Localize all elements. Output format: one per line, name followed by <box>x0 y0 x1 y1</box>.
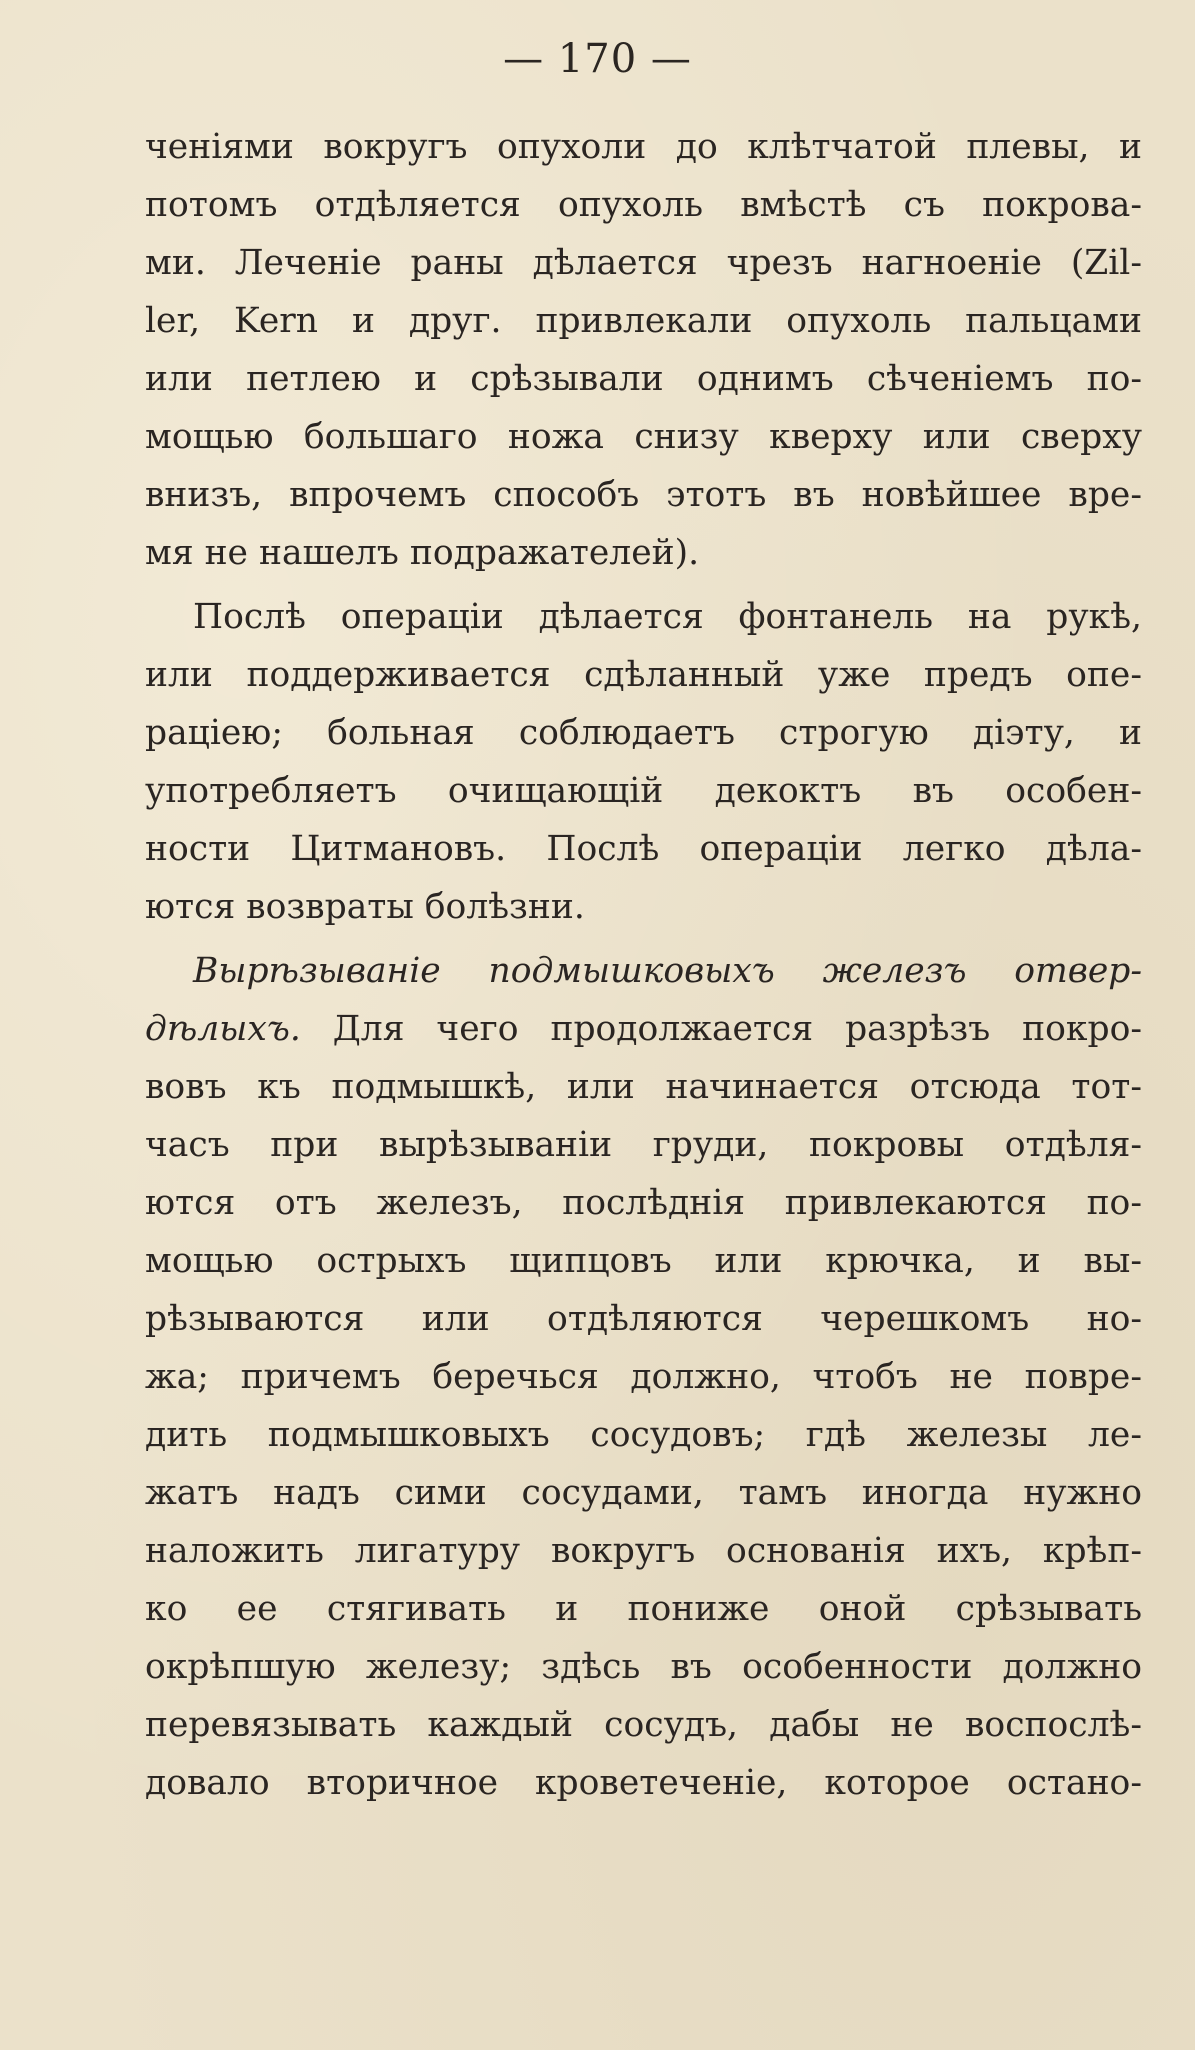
text-line: окрѣпшую железу; здѣсь въ особенности должно <box>145 1647 1142 1687</box>
paragraph-1 <box>145 118 1142 582</box>
paragraph-2 <box>145 588 1142 936</box>
text-line: ются отъ железъ, послѣднія привлекаются по- <box>145 1183 1142 1223</box>
text-line: часъ при вырѣзываніи груди, покровы отдѣля- <box>145 1125 1142 1165</box>
text-line: жа; причемъ беречься должно, чтобъ не повре- <box>145 1357 1142 1397</box>
text-line: мощью большаго ножа снизу кверху или сверху <box>145 417 1142 457</box>
text-line-rest: Для чего продолжается разрѣзъ покро- <box>300 1009 1142 1049</box>
text-line: ченіями вокругъ опухоли до клѣтчатой плевы, и <box>145 127 1142 167</box>
text-line: внизъ, впрочемъ способъ этотъ въ новѣйшее вре- <box>145 475 1142 515</box>
text-line: Послѣ операціи дѣлается фонтанель на рукѣ, <box>193 597 1142 637</box>
text-line: ко ее стягивать и пониже оной срѣзывать <box>145 1589 1142 1629</box>
text-line: вовъ къ подмышкѣ, или начинается отсюда тот- <box>145 1067 1142 1107</box>
text-line: жатъ надъ сими сосудами, тамъ иногда нужно <box>145 1473 1142 1513</box>
text-line: ются возвраты болѣзни. <box>145 887 585 927</box>
section-heading-line: Вырѣзываніе подмышковыхъ железъ отвер- <box>193 951 1142 991</box>
text-line: ности Цитмановъ. Послѣ операціи легко дѣла- <box>145 829 1142 869</box>
text-line: или петлею и срѣзывали однимъ сѣченіемъ по- <box>145 359 1142 399</box>
section-heading-continuation: дѣлыхъ. <box>145 1009 301 1049</box>
text-line: дить подмышковыхъ сосудовъ; гдѣ железы ле- <box>145 1415 1142 1455</box>
text-line: перевязывать каждый сосудъ, дабы не воспослѣ- <box>145 1705 1142 1745</box>
text-line: рѣзываются или отдѣляются черешкомъ но- <box>145 1299 1142 1339</box>
text-line: довало вторичное кроветеченіе, которое остано- <box>145 1763 1142 1803</box>
text-line: потомъ отдѣляется опухоль вмѣстѣ съ покрова- <box>145 185 1142 225</box>
text-line: или поддерживается сдѣланный уже предъ опе- <box>145 655 1142 695</box>
body-text <box>145 118 1142 1812</box>
text-line: наложить лигатуру вокругъ основанія ихъ, крѣп- <box>145 1531 1142 1571</box>
text-line: ми. Леченіе раны дѣлается чрезъ нагноеніе (Zil- <box>145 243 1142 283</box>
page-number: — 170 — <box>503 36 692 82</box>
text-line: мощью острыхъ щипцовъ или крючка, и вы- <box>145 1241 1142 1281</box>
paragraph-3 <box>145 942 1142 1812</box>
text-line: ler, Kern и друг. привлекали опухоль пальцами <box>145 301 1142 341</box>
text-line: мя не нашелъ подражателей). <box>145 533 700 573</box>
text-line: употребляетъ очищающій декоктъ въ особен- <box>145 771 1142 811</box>
text-line <box>145 1000 1142 1058</box>
text-line: раціею; больная соблюдаетъ строгую діэту, и <box>145 713 1142 753</box>
